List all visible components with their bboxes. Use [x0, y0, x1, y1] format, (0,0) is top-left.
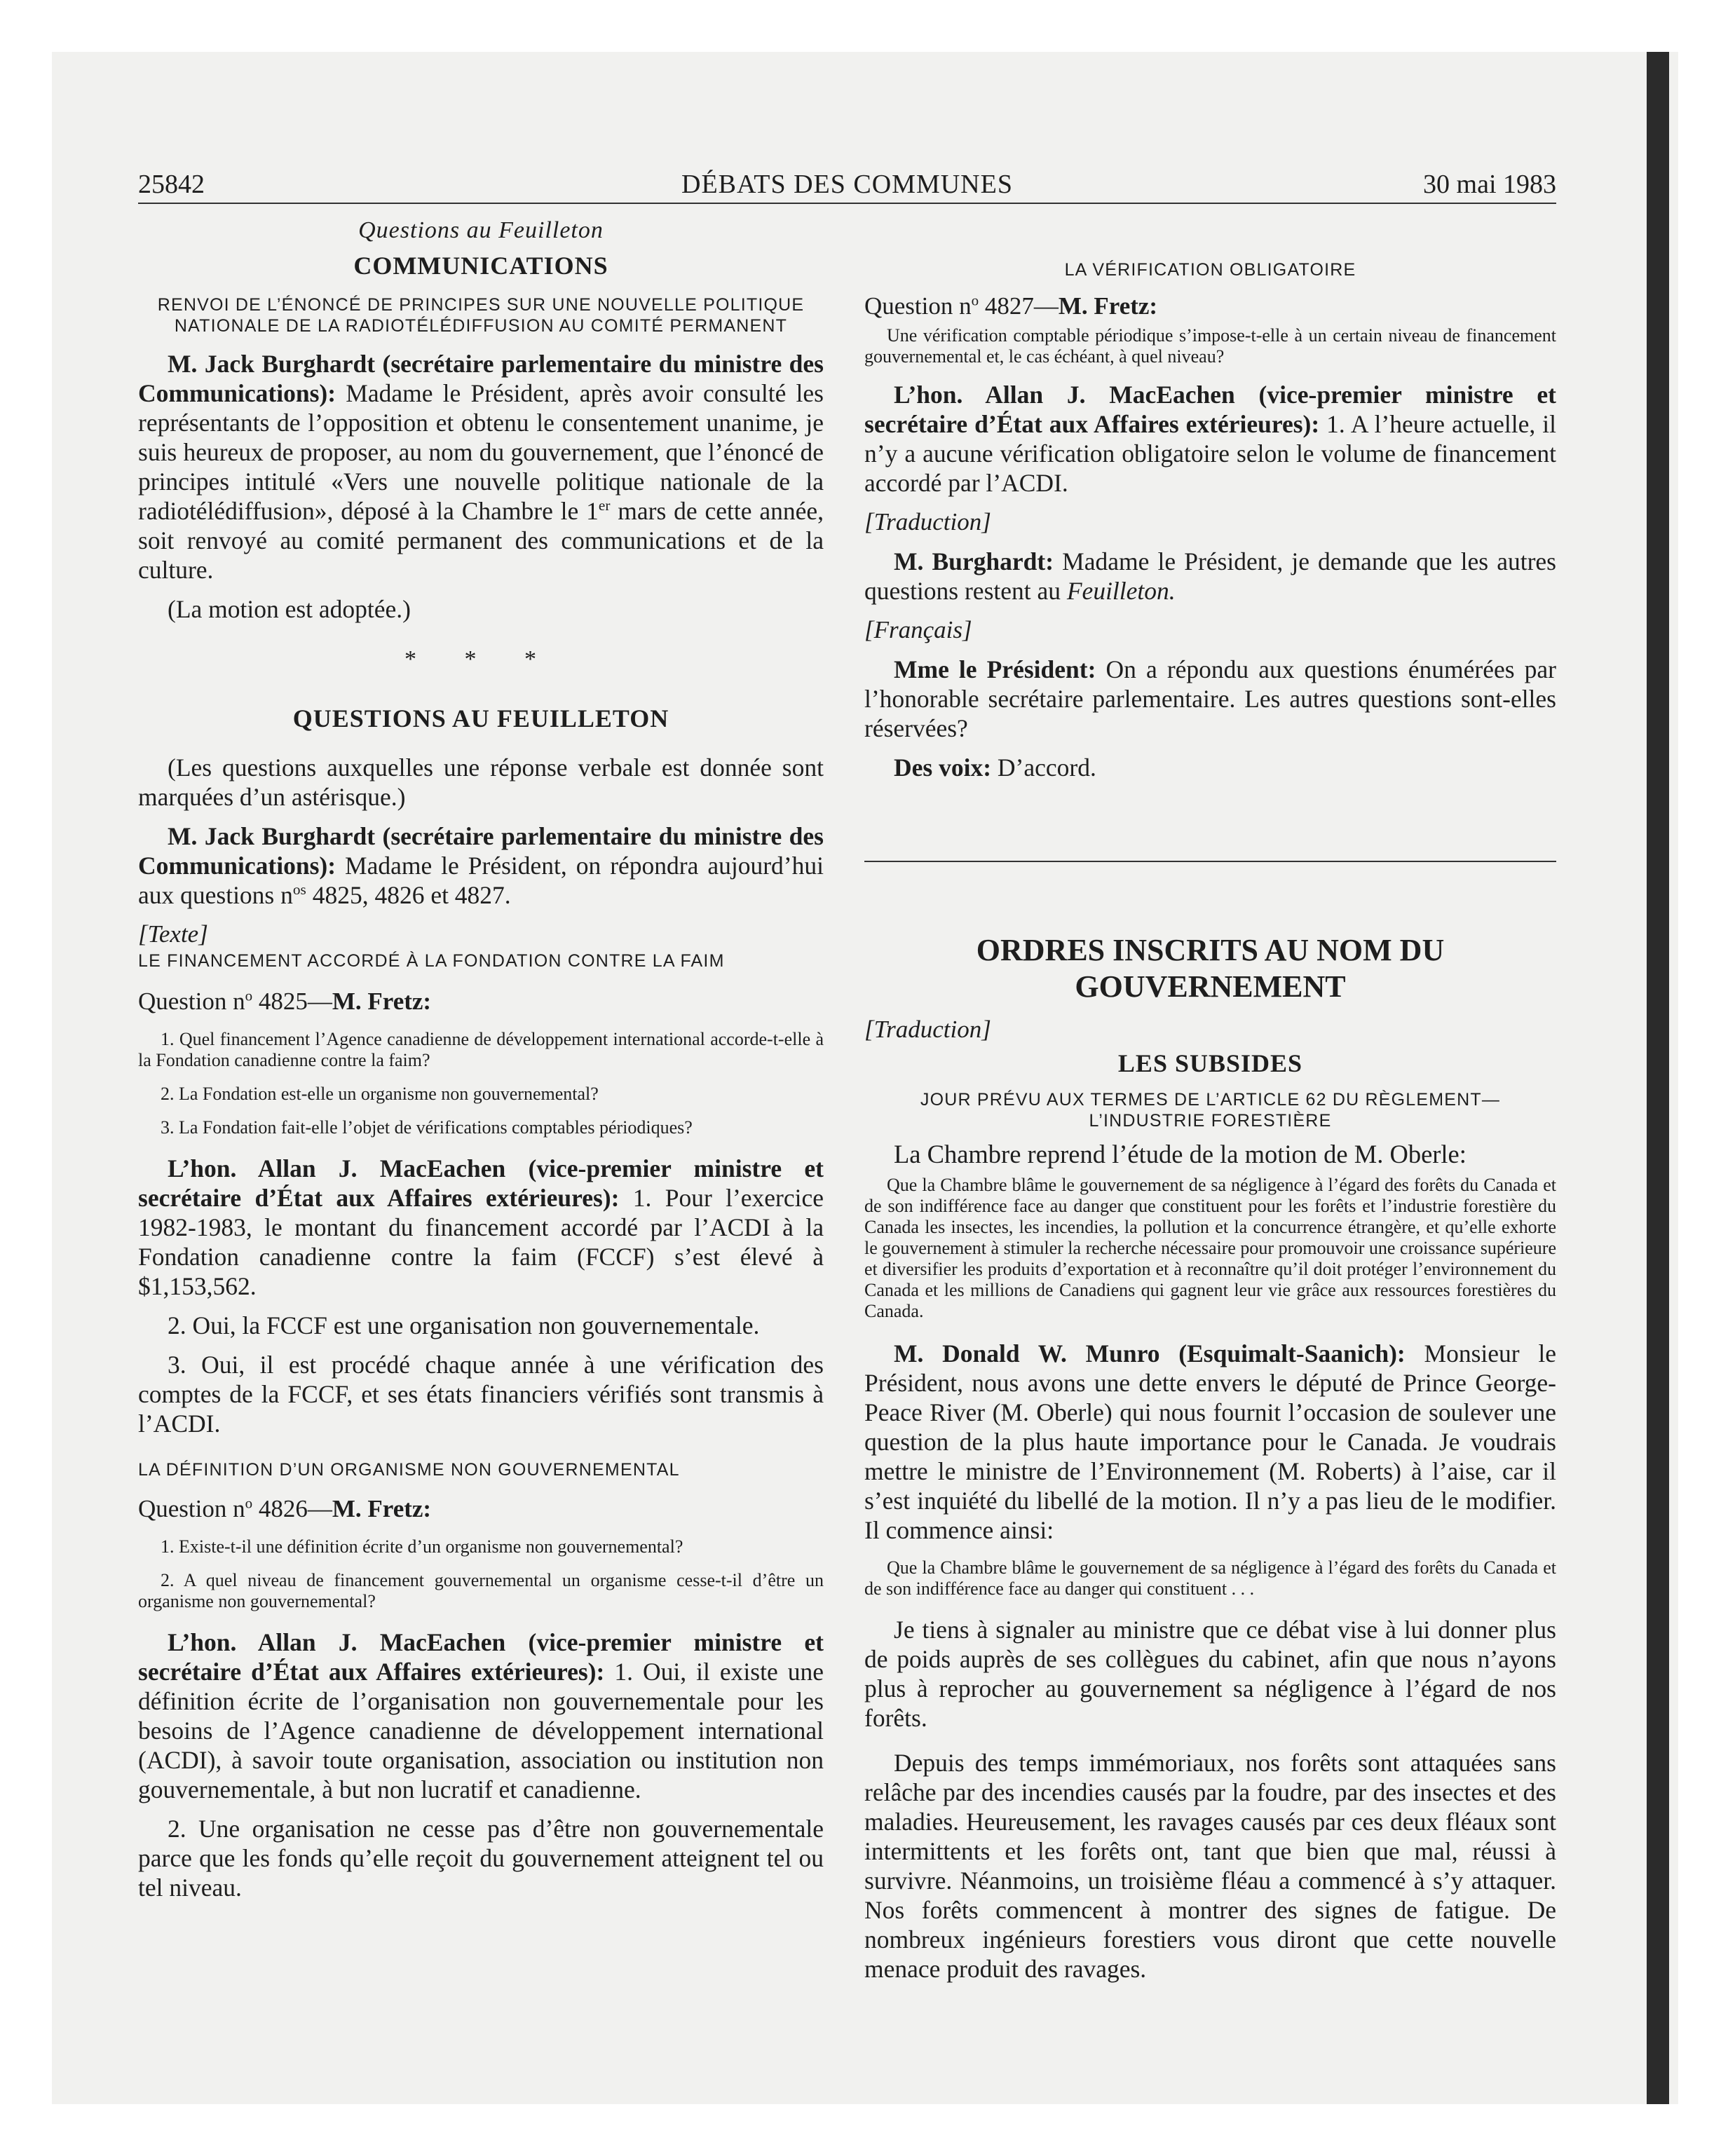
paragraph-answer-4826-2: 2. Une organisation ne cesse pas d’être non gouvernementale parce que les fonds qu’elle reçoit du gouvernement atteignent tel ou tel niveau.	[138, 1815, 824, 1902]
paragraph-burghardt-questions	[138, 821, 824, 910]
speech-text: D’accord.	[991, 753, 1096, 782]
paragraph-motion-adopted: (La motion est adoptée.)	[168, 595, 411, 623]
motion-quote: Que la Chambre blâme le gouvernement de sa négligence à l’égard des forêts du Canada et de son indifférence face au danger que constituent pour les forêts et l’industrie forestière du Canada les insectes, les incendies, la pollution et la concurrence étrangère, et qu’elle exhorte le gouvernement à stimuler la recherche nécessaire pour promouvoir une croissance supérieure et diversifier les produits d’exportation et à reconnaître qu’il doit protéger l’environnement du Canada et les millions de Canadiens qui gagnent leur vie grâce aux ressources forestières du Canada.	[864, 1175, 1556, 1321]
section-heading-subsides: LES SUBSIDES	[1117, 1049, 1303, 1077]
question-item: 2. A quel niveau de financement gouvernemental un organisme cesse-t-il d’être un organisme non gouvernemental?	[138, 1570, 824, 1611]
binding-edge	[1647, 52, 1669, 2104]
question-author: M. Fretz:	[1058, 292, 1158, 320]
publication-title: DÉBATS DES COMMUNES	[681, 170, 1013, 199]
speech-text-italic: Feuilleton.	[1066, 577, 1176, 605]
paragraph-answer-4827	[864, 380, 1556, 498]
question-item: 1. Existe-t-il une définition écrite d’un organisme non gouvernemental?	[161, 1536, 683, 1557]
language-tag-francais: [Français]	[864, 616, 972, 643]
question-item: 3. La Fondation fait-elle l’objet de vérifications comptables périodiques?	[161, 1117, 693, 1138]
section-rule	[864, 861, 1556, 862]
page-date: 30 mai 1983	[1423, 170, 1556, 199]
speech-text: Madame le Président, je demande que les autres questions restent au	[864, 547, 1556, 605]
speech-text: Monsieur le Président, nous avons une dette envers le député de Prince George-Peace River (M. Oberle) qui nous fournit l’occasion de soulever une question de la plus haute importance pour le Canada. Je voudrais mettre le ministre de l’Environnement (M. Roberts) à l’aise, car il s’est inquiété du libellé de la motion. Il n’y a pas lieu de le modifier. Il commence ainsi:	[864, 1339, 1556, 1544]
question-item: 1. Quel financement l’Agence canadienne de développement international accorde-t-elle à la Fondation canadienne contre la faim?	[138, 1029, 824, 1070]
speech-text: Madame le Président, on répondra aujourd’hui aux questions n	[138, 852, 824, 909]
question-number: 4827—	[979, 292, 1059, 320]
question-4827-heading	[864, 292, 1556, 321]
superscript: o	[971, 292, 979, 309]
section-separator-stars: * * *	[404, 646, 557, 672]
speech-text: On a répondu aux questions énumérées par l’honorable secrétaire parlementaire. Les autres questions sont-elles réservées?	[864, 655, 1556, 742]
question-4826-heading	[138, 1494, 824, 1524]
question-item: 2. La Fondation est-elle un organisme non gouvernemental?	[161, 1084, 599, 1104]
language-tag-traduction: [Traduction]	[864, 508, 991, 535]
rubric-heading: Questions au Feuilleton	[358, 217, 604, 243]
paragraph-burghardt-feuilleton	[864, 547, 1556, 606]
speech-text: Madame le Président, après avoir consulté les représentants de l’opposition et obtenu le consentement unanime, je suis heureux de proposer, au nom du gouvernement, que l’énoncé de principes intitulé «Vers une nouvelle politique nationale de la radiotélédiffusion», déposé à la Chambre le 1	[138, 379, 824, 525]
paragraph-burghardt-motion	[138, 349, 824, 585]
paragraph-president	[864, 655, 1556, 743]
speech-text: 4825, 4826 et 4827.	[306, 881, 511, 909]
subheading-financement: LE FINANCEMENT ACCORDÉ À LA FONDATION CONTRE LA FAIM	[138, 951, 725, 971]
question-author: M. Fretz:	[332, 988, 432, 1015]
superscript: os	[292, 881, 306, 899]
superscript: er	[598, 497, 611, 514]
speech-text: 1. A l’heure actuelle, il n’y a aucune vérification obligatoire selon le volume de financement accordé par l’ACDI.	[864, 410, 1556, 497]
speaker-name: M. Burghardt:	[894, 547, 1054, 575]
paragraph-des-voix	[864, 753, 1556, 782]
paragraph-depuis: Depuis des temps immémoriaux, nos forêts sont attaquées sans relâche par des incendies causés par la foudre, par des insectes et des maladies. Heureusement, les ravages causés par ces deux fléaux sont intermittents et les forêts ont, tant que bien que mal, réussi à survivre. Néanmoins, un troisième fléau a commencé à s’y attaquer. Nos forêts commencent à montrer des signes de fatigue. De nombreux ingénieurs forestiers vous diront que cette nouvelle menace produit des ravages.	[864, 1749, 1556, 1983]
speech-text: 1. Oui, il existe une définition écrite de l’organisation non gouvernementale pour les besoins de l’Agence canadienne de développement international (ACDI), à savoir toute organisation, association ou institution non gouvernementale, à but non lucratif et canadienne.	[138, 1658, 824, 1803]
subheading-verification: LA VÉRIFICATION OBLIGATOIRE	[1064, 260, 1356, 280]
speaker-name: M. Jack Burghardt (secrétaire parlementaire du ministre des Communications):	[138, 822, 824, 880]
language-tag-texte: [Texte]	[138, 920, 208, 948]
paragraph-answer-4825	[138, 1154, 824, 1301]
subheading-jour-prevu: JOUR PRÉVU AUX TERMES DE L’ARTICLE 62 DU RÈGLEMENT— L’INDUSTRIE FORESTIÈRE	[920, 1090, 1501, 1131]
paragraph-je-tiens: Je tiens à signaler au ministre que ce débat vise à lui donner plus de poids auprès de ses collègues du cabinet, afin que nous n’ayons plus à reprocher au gouvernement sa négligence à l’égard de nos forêts.	[864, 1616, 1556, 1732]
question-item: Une vérification comptable périodique s’impose-t-elle à un certain niveau de financement gouvernemental et, le cas échéant, à quel niveau?	[864, 325, 1556, 367]
section-heading-questions: QUESTIONS AU FEUILLETON	[292, 704, 669, 732]
question-number: 4826—	[252, 1495, 332, 1522]
page-number: 25842	[138, 170, 205, 199]
speaker-name: M. Jack Burghardt (secrétaire parlementaire du ministre des Communications):	[138, 350, 824, 407]
language-tag-traduction-2: [Traduction]	[864, 1016, 991, 1043]
left-column	[138, 217, 824, 1902]
question-label: Question n	[138, 988, 245, 1015]
superscript: o	[245, 1494, 253, 1512]
running-header	[138, 166, 1556, 204]
question-author: M. Fretz:	[332, 1495, 432, 1522]
motion-quote-excerpt: Que la Chambre blâme le gouvernement de sa négligence à l’égard des forêts du Canada et de son indifférence face au danger qui constituent . . .	[864, 1557, 1556, 1599]
speech-text: 1. Pour l’exercice 1982-1983, le montant du financement accordé par l’ACDI à la Fondation canadienne contre la faim (FCCF) s’est élevé à $1,153,562.	[138, 1184, 824, 1300]
speaker-name: L’hon. Allan J. MacEachen (vice-premier ministre et secrétaire d’État aux Affaires extérieures):	[864, 381, 1556, 438]
paragraph-questions-note: (Les questions auxquelles une réponse verbale est donnée sont marquées d’un astérisque.)	[138, 753, 824, 811]
speaker-name: L’hon. Allan J. MacEachen (vice-premier ministre et secrétaire d’État aux Affaires extérieures):	[138, 1154, 824, 1212]
paragraph-answer-4825-3: 3. Oui, il est procédé chaque année à une vérification des comptes de la FCCF, et ses états financiers vérifiés sont transmis à l’ACDI.	[138, 1351, 824, 1438]
speech-text: mars de cette année, soit renvoyé au comité permanent des communications et de la culture.	[138, 497, 824, 584]
subheading-definition: LA DÉFINITION D’UN ORGANISME NON GOUVERNEMENTAL	[138, 1460, 680, 1480]
question-label: Question n	[864, 292, 972, 320]
paragraph-answer-4826	[138, 1628, 824, 1804]
subheading-renvoi: RENVOI DE L’ÉNONCÉ DE PRINCIPES SUR UNE NOUVELLE POLITIQUE NATIONALE DE LA RADIOTÉLÉDIFFUSION AU COMITÉ PERMANENT	[157, 295, 805, 336]
section-heading-ordres: ORDRES INSCRITS AU NOM DU GOUVERNEMENT	[976, 933, 1445, 1004]
speaker-name: Mme le Président:	[894, 655, 1096, 683]
speaker-name: M. Donald W. Munro (Esquimalt-Saanich):	[894, 1339, 1406, 1367]
paragraph-answer-4825-2: 2. Oui, la FCCF est une organisation non gouvernementale.	[168, 1311, 760, 1339]
question-number: 4825—	[252, 988, 332, 1015]
question-label: Question n	[138, 1495, 245, 1522]
speaker-name: Des voix:	[894, 753, 992, 782]
superscript: o	[245, 987, 253, 1004]
speaker-name: L’hon. Allan J. MacEachen (vice-premier ministre et secrétaire d’État aux Affaires extérieures):	[138, 1628, 824, 1686]
right-column	[864, 217, 1556, 1984]
paragraph-chambre-reprend: La Chambre reprend l’étude de la motion de M. Oberle:	[894, 1140, 1467, 1168]
paragraph-munro	[864, 1339, 1556, 1545]
question-4825-heading	[138, 987, 824, 1016]
section-heading-communications: COMMUNICATIONS	[353, 252, 608, 280]
